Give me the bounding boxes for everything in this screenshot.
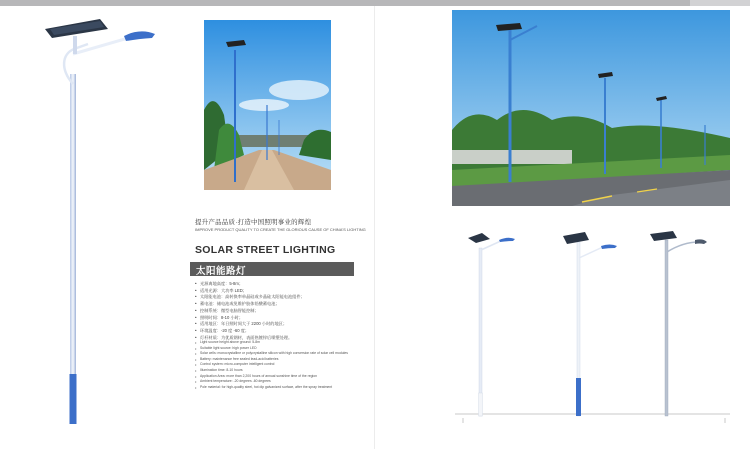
spec-item: • 灯杆材质：为优质钢材，表面热镀锌后喷塑处理。 [195,335,375,342]
coastal-road-photo [452,10,730,206]
spec-item-en: • Pole material: for high-quality steel, hot dip galvanized surface, after the spray treatment [195,385,370,391]
spec-list-chinese [195,281,375,341]
promenade-photo [204,20,331,190]
spec-item-en: • Application Area: more than 2,200 hours of annual sunshine time of the region [195,374,370,380]
top-bar-accent [690,0,750,6]
spec-item-en: • Suitable light source: high power LED [195,346,370,352]
product-title: SOLAR STREET LIGHTING [195,244,336,256]
tagline-chinese: 提升产品品质·打造中国照明事业的辉煌 [195,219,312,226]
spec-item-en: • Control system: micro-computer intelligent control [195,362,370,368]
spec-item: • 蓄电池：储电池或免维护胶体铅酸蓄电池； [195,301,375,308]
spec-item-en: • Illumination time: 8-10 hours [195,368,370,374]
spec-item: • 适用地区：年日照时间大于 2200 小时的地区； [195,321,375,328]
street-light-models [455,228,735,428]
tagline-english: IMPROVE PRODUCT QUALITY TO CREATE THE GLORIOUS CAUSE OF CHINA'S LIGHTING [195,227,366,232]
street-light-model-blue-base [563,232,617,416]
spec-item: • 照明时间：8-10 小时； [195,315,375,322]
spec-item: • 光源离地高度：5-8m； [195,281,375,288]
page-spine [374,6,375,449]
spec-item: • 环境温度：-20 度 -60 度； [195,328,375,335]
product-title-cn: 太阳能路灯 [196,266,247,277]
spec-item: • 太阳能电池：高转换率单晶硅或多晶硅太阳能电池组件； [195,294,375,301]
top-bar [0,0,750,6]
spec-item-en: • Battery: maintenance free sealed lead-acid batteries [195,357,370,363]
product-title-cn-banner [190,262,354,276]
street-light-model-white [468,233,515,416]
spec-item-en: • Light source height above ground: 5-8m [195,340,370,346]
spec-item-en: • Solar cells: monocrystalline or polycrystalline silicon with high conversion rate of solar cell modules [195,351,370,357]
spec-item: • 控制系统：微型电脑智能控制； [195,308,375,315]
spec-item: • 适用光源：大功率 LED； [195,288,375,295]
solar-street-light-tall [40,14,160,429]
street-light-model-gray [650,231,707,416]
spec-item-en: • Ambient temperature: -20 degrees -60 degrees [195,379,370,385]
spec-list-english [195,340,370,390]
